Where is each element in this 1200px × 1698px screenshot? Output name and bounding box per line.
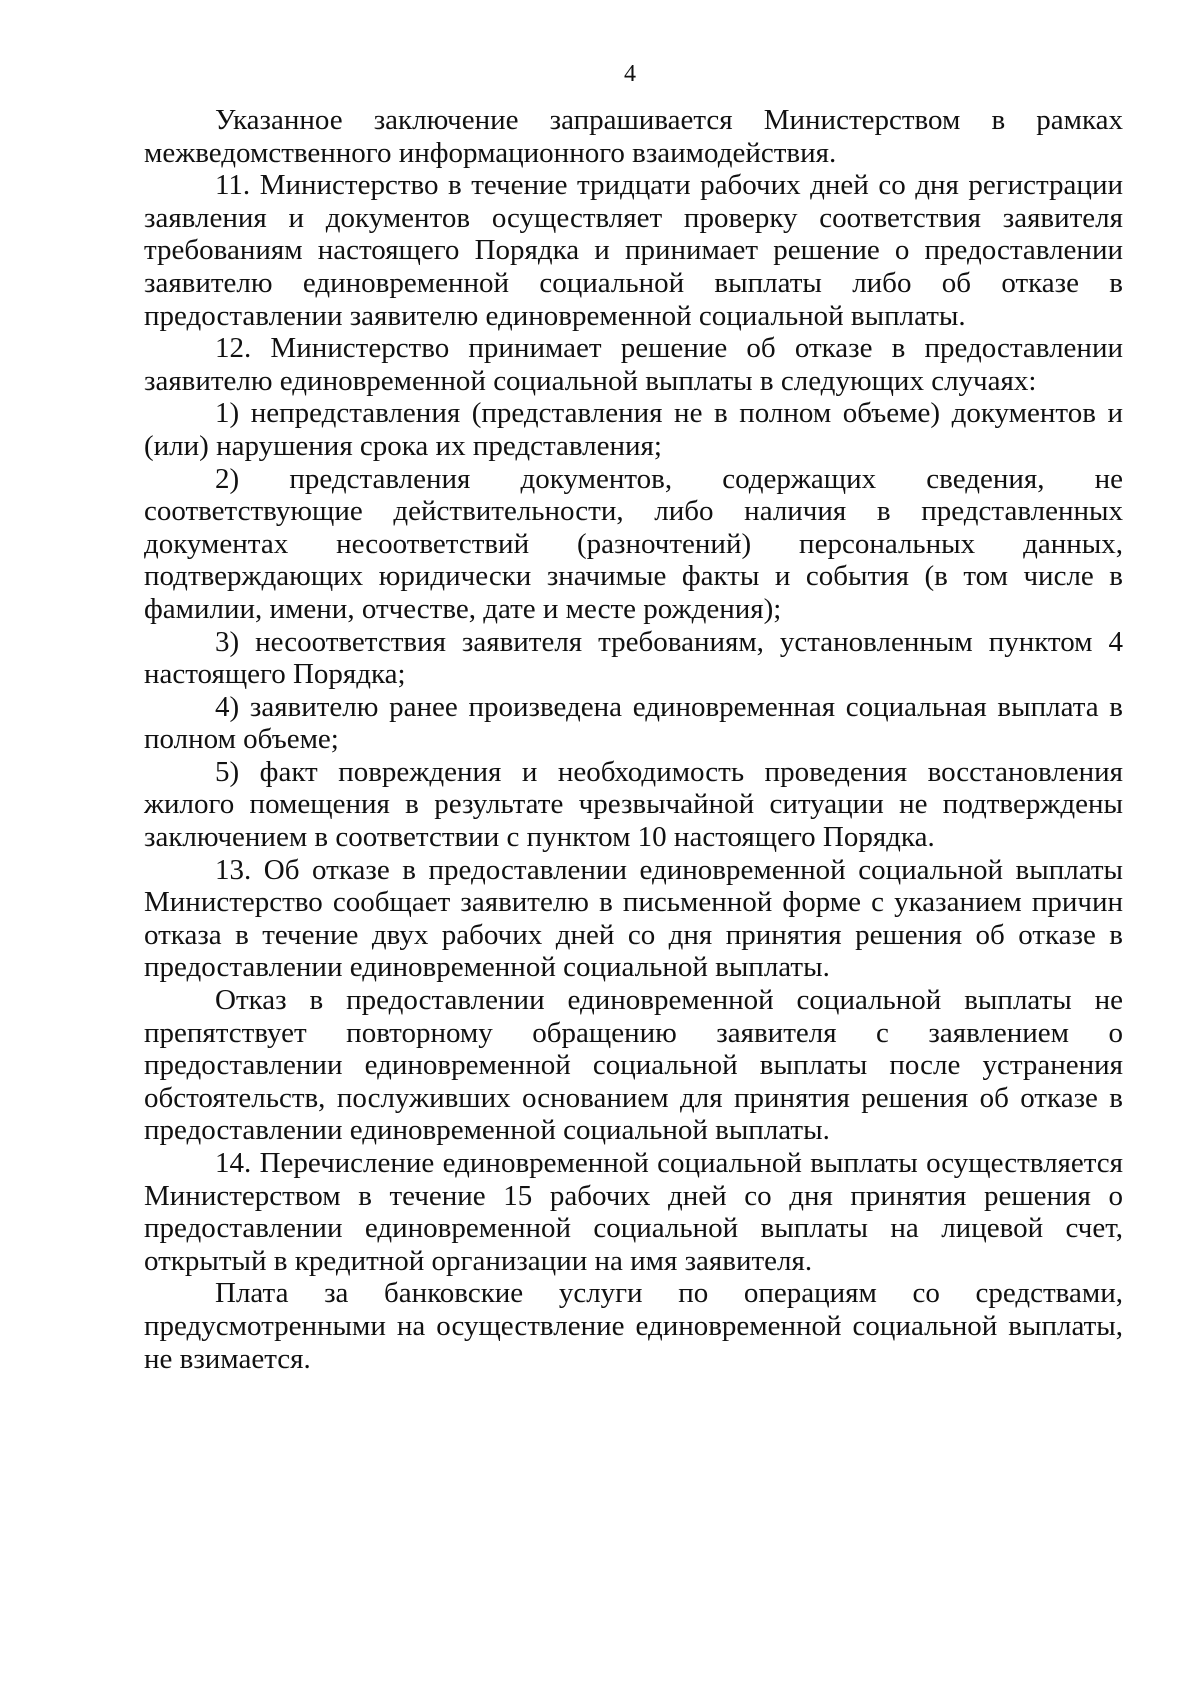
paragraph-item-14: 14. Перечисление единовременной социальной выплаты осуществляется Министерством в течение 15 рабочих дней со дня принятия решения о предоставлении единовременной социальной выплаты на лицевой счет, открытый в кредитной организации на имя заявителя. [144, 1147, 1123, 1277]
paragraph-conclusion-request: Указанное заключение запрашивается Министерством в рамках межведомственного информационного взаимодействия. [144, 104, 1123, 169]
paragraph-item-12-subitem-1: 1) непредставления (представления не в полном объеме) документов и (или) нарушения срока их представления; [144, 397, 1123, 462]
paragraph-bank-fee: Плата за банковские услуги по операциям со средствами, предусмотренными на осуществление единовременной социальной выплаты, не взимается. [144, 1277, 1123, 1375]
paragraph-item-12-subitem-3: 3) несоответствия заявителя требованиям, установленным пунктом 4 настоящего Порядка; [144, 625, 1123, 691]
page-number: 4 [624, 61, 636, 87]
paragraph-item-12-subitem-5: 5) факт повреждения и необходимость проведения восстановления жилого помещения в результате чрезвычайной ситуации не подтверждены заключением в соответствии с пунктом 10 настоящего Порядка. [144, 755, 1123, 854]
paragraph-item-12-subitem-2: 2) представления документов, содержащих сведения, не соответствующие действительности, либо наличия в представленных документах несоответствий (разночтений) персональных данных, подтверждающих юридически значимые факты и события (в том числе в фамилии, имени, отчестве, дате и месте рождения); [144, 462, 1123, 625]
paragraph-refusal-no-obstacle: Отказ в предоставлении единовременной социальной выплаты не препятствует повторному обращению заявителя с заявлением о предоставлении единовременной социальной выплаты после устранения обстоятельств, послуживших основанием для принятия решения об отказе в предоставлении единовременной социальной выплаты. [144, 984, 1123, 1147]
paragraph-item-12-subitem-4: 4) заявителю ранее произведена единовременная социальная выплата в полном объеме; [144, 690, 1123, 756]
document-body [144, 104, 1123, 1375]
paragraph-item-12: 12. Министерство принимает решение об отказе в предоставлении заявителю единовременной социальной выплаты в следующих случаях: [144, 332, 1123, 397]
paragraph-item-13: 13. Об отказе в предоставлении единовременной социальной выплаты Министерство сообщает заявителю в письменной форме с указанием причин отказа в течение двух рабочих дней со дня принятия решения об отказе в предоставлении единовременной социальной выплаты. [144, 853, 1123, 984]
paragraph-item-11: 11. Министерство в течение тридцати рабочих дней со дня регистрации заявления и документов осуществляет проверку соответствия заявителя требованиям настоящего Порядка и принимает решение о предоставлении заявителю единовременной социальной выплаты либо об отказе в предоставлении заявителю единовременной социальной выплаты. [144, 169, 1123, 332]
